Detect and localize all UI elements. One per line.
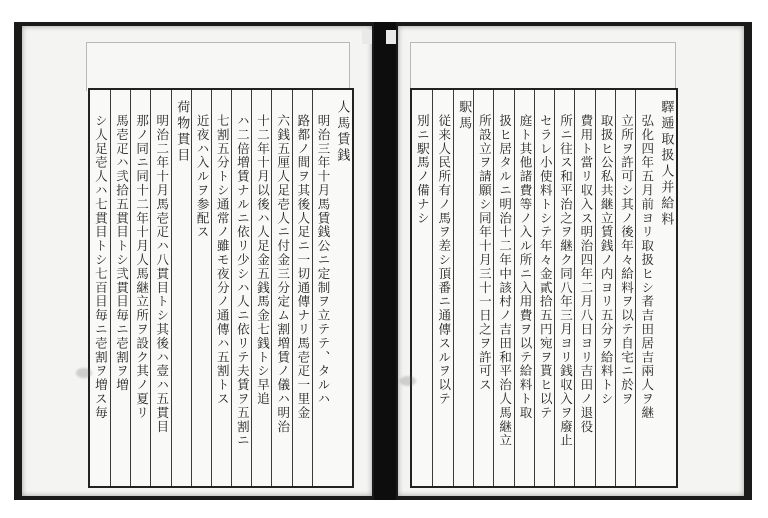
text-column — [171, 90, 192, 486]
text-line: 明治三年十月馬賃銭公ニ定制ヲ立テテ、タルハ — [316, 114, 332, 406]
text-line: 明治二年十月馬壱疋ハ八貫目トシ其後ハ壹ハ五貫目 — [154, 114, 170, 434]
text-line: 近夜ハ入ルヲ参配ス — [195, 114, 211, 240]
text-line: 六銭五厘人足壱人ニ付金三分定ム割増賃ノ儀ハ明治 — [275, 114, 291, 434]
left-page — [22, 26, 372, 496]
text-column — [615, 90, 636, 486]
text-column — [90, 90, 110, 486]
text-column — [432, 90, 453, 486]
text-column — [554, 90, 575, 486]
text-line: 十二年十月以後ハ人足金五銭馬金七銭トシ早追 — [255, 114, 271, 406]
text-line: ハ二倍増賃ナルニ依リ少シハ人ニ依リテ夫賃ヲ五割ニ — [235, 114, 251, 448]
right-ruled-text-block — [410, 88, 678, 488]
text-line: 費用ト當リ収入ス明治四年二月八日ヨリ吉田ノ退役 — [578, 114, 594, 434]
text-line: 馬壱疋ハ弐拾五貫目トシ弐貫目毎ニ壱割ヲ増 — [114, 114, 130, 392]
text-column — [656, 90, 676, 486]
text-column — [211, 90, 232, 486]
text-column — [574, 90, 595, 486]
text-line: 七割五分トシ通常ノ雖モ夜分ノ通傳ハ五割トス — [215, 114, 231, 406]
text-line: 立所ヲ許可シ其ノ後年々給料ヲ以テ自宅ニ於ヲ — [619, 114, 635, 406]
text-column — [130, 90, 151, 486]
ink-blot — [76, 368, 92, 378]
spine-tab-left — [362, 30, 372, 44]
ink-blot — [400, 376, 416, 386]
text-column — [150, 90, 171, 486]
text-line: 那ノ同ニ同十二年十月人馬継立所ヲ設ク其ノ夏リ — [134, 114, 150, 420]
text-line: 扱ヒ居タルニ明治十二年中該村ノ吉田和平治人馬継立 — [497, 114, 513, 448]
text-column — [473, 90, 494, 486]
text-line: シ人足壱人ハ七貫目トシ七百目毎ニ壱割ヲ増ス毎 — [93, 114, 109, 420]
text-column — [534, 90, 555, 486]
text-column — [312, 90, 333, 486]
text-column — [292, 90, 313, 486]
right-page — [398, 26, 744, 496]
text-line: 所設立ヲ請願シ同年十月三十一日之ヲ許可ス — [477, 114, 493, 392]
text-column — [231, 90, 252, 486]
right-page-top-sheet — [410, 42, 676, 91]
text-column — [514, 90, 535, 486]
text-column — [493, 90, 514, 486]
text-line: 所ニ往ス和平治之ヲ継ク同八年三月ヨリ銭収入ヲ廢止 — [558, 114, 574, 448]
text-column — [271, 90, 292, 486]
text-line: セラレ小使料トシテ年々金貳拾五円宛ヲ貰ヒ以テ — [538, 114, 554, 420]
text-column — [453, 90, 474, 486]
section-heading: 駅馬 — [456, 100, 472, 132]
text-line: 別ニ駅馬ノ備ナシ — [415, 114, 431, 226]
left-ruled-text-block — [88, 88, 354, 488]
text-line: 弘化四年五月前ヨリ取扱ヒシ者吉田居吉兩人ヲ継 — [639, 114, 655, 420]
section-heading: 人馬賃銭 — [334, 100, 350, 164]
text-line: 従来人民所有ノ馬ヲ差シ頂番ニ通傳スルヲ以テ — [436, 114, 452, 406]
text-column — [412, 90, 432, 486]
section-heading: 驛逓取扱人并給料 — [658, 100, 674, 228]
spine-tab-right — [386, 30, 396, 44]
book-spine — [374, 22, 396, 500]
text-column — [595, 90, 616, 486]
text-column — [332, 90, 352, 486]
text-column — [191, 90, 212, 486]
text-line: 取扱ヒ公私共継立賃銭ノ内ヨリ五分ヲ給料トシ — [599, 114, 615, 406]
text-column — [110, 90, 131, 486]
text-column — [251, 90, 272, 486]
text-column — [635, 90, 656, 486]
left-page-top-sheet — [86, 42, 350, 91]
section-heading: 荷物貫目 — [174, 100, 190, 164]
text-line: 路都ノ間ヲ其後人足ニ一切通傳ナリ馬壱疋一里金 — [295, 114, 311, 420]
text-line: 庭ト其他諸費等ノ入ル所ニ入用費ヲ以テ給料ト取 — [517, 114, 533, 420]
